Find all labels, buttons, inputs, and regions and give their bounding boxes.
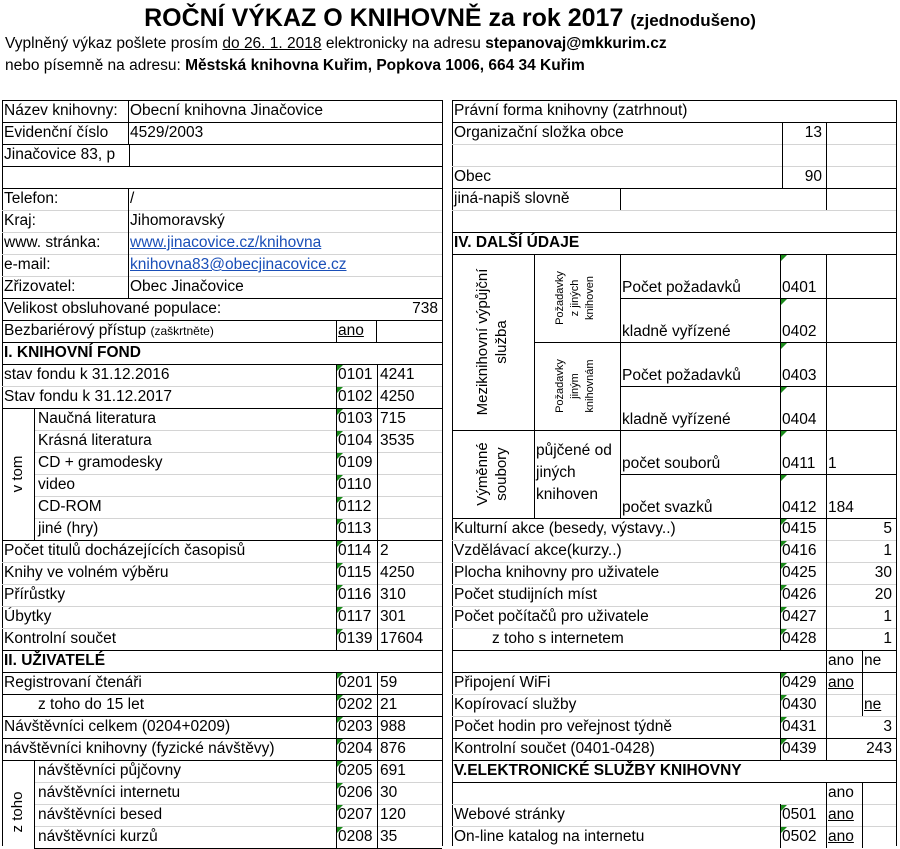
row-value[interactable]: 310 xyxy=(380,586,406,603)
grid-line xyxy=(826,738,827,760)
title-main: ROČNÍ VÝKAZ O KNIHOVNĚ za rok 2017 xyxy=(144,4,624,32)
copy-services-label: Kopírovací služby xyxy=(454,696,577,713)
misc-row-value[interactable]: 20 xyxy=(874,586,892,603)
mvs-row-code: 0401 xyxy=(782,279,817,296)
grid-line xyxy=(377,716,378,738)
online-catalog-code: 0502 xyxy=(782,828,817,845)
barrier-free-value[interactable]: ano xyxy=(338,322,364,339)
mvs-row-label: Počet požadavků xyxy=(622,367,741,384)
grid-line xyxy=(377,364,378,386)
request-label-line: Požadavky xyxy=(554,271,566,325)
row-code: 0205 xyxy=(338,762,373,779)
comment-marker-icon xyxy=(337,585,343,591)
requests-to-label xyxy=(553,344,601,428)
comment-marker-icon xyxy=(781,673,787,679)
request-label-line: knihovnám xyxy=(584,359,596,413)
grid-line xyxy=(826,782,827,804)
municipality-label: Obec xyxy=(454,168,492,185)
row-label: z toho do 15 let xyxy=(38,696,144,713)
row-code: 0114 xyxy=(338,542,372,559)
row-label: Stav fondu k 31.12.2017 xyxy=(4,388,173,405)
exchange-sets-label xyxy=(473,432,513,516)
grid-line xyxy=(862,694,863,716)
mvs-row-code: 0404 xyxy=(782,411,817,428)
comment-marker-icon xyxy=(337,541,343,547)
grid-line xyxy=(376,320,377,342)
comment-marker-icon xyxy=(337,519,343,525)
mvs-row-label: kladně vyřízené xyxy=(622,323,731,340)
row-code: 0116 xyxy=(338,586,372,603)
grid-line xyxy=(534,342,620,343)
phone-label: Telefon: xyxy=(4,190,59,207)
row-code: 0207 xyxy=(338,806,373,823)
web-pages-label: Webové stránky xyxy=(454,806,565,823)
interlibrary-loan-label xyxy=(473,257,513,427)
misc-row-value[interactable]: 5 xyxy=(883,520,892,537)
phone-value[interactable]: / xyxy=(130,190,135,207)
grid-line xyxy=(377,496,378,518)
section-iv-heading: IV. DALŠÍ ÚDAJE xyxy=(454,234,580,251)
comment-marker-icon xyxy=(781,629,787,635)
row-code: 0115 xyxy=(338,564,372,581)
org-unit-label: Organizační složka obce xyxy=(454,124,624,141)
comment-marker-icon xyxy=(337,717,343,723)
barrier-free-text: Bezbariérový přístup xyxy=(4,322,147,339)
online-catalog-label: On-line katalog na internetu xyxy=(454,828,645,845)
copy-services-code: 0430 xyxy=(782,696,817,713)
e-services-ano-header: ano xyxy=(828,784,854,801)
grid-line xyxy=(128,210,129,232)
request-label-line: Požadavky xyxy=(554,359,566,413)
grid-line xyxy=(2,166,442,167)
website-label: www. stránka: xyxy=(4,234,101,251)
grid-line xyxy=(534,254,535,430)
grid-line xyxy=(452,210,896,211)
mvs-row-value[interactable] xyxy=(826,254,896,298)
grid-line xyxy=(377,606,378,628)
comment-marker-icon xyxy=(781,827,787,833)
row-value[interactable]: 21 xyxy=(380,696,398,713)
comment-marker-icon xyxy=(337,497,343,503)
grid-line xyxy=(826,716,827,738)
comment-marker-icon xyxy=(781,805,787,811)
grid-line xyxy=(34,408,35,540)
row-label: Počet titulů docházejících časopisů xyxy=(4,542,246,559)
grid-line xyxy=(442,100,443,846)
row-code: 0208 xyxy=(338,828,373,845)
exchange-row-code: 0411 xyxy=(782,455,816,472)
barrier-free-note: (zaškrtněte) xyxy=(150,324,214,338)
grid-line xyxy=(826,826,827,848)
misc-row-code: 0427 xyxy=(782,608,817,625)
row-label: CD + gramodesky xyxy=(38,454,163,471)
exchange-row-code: 0412 xyxy=(782,499,817,516)
population-value[interactable]: 738 xyxy=(412,300,438,317)
row-label: video xyxy=(38,476,76,493)
row-code: 0113 xyxy=(338,520,372,537)
row-code: 0139 xyxy=(338,630,373,647)
comment-marker-icon xyxy=(337,739,343,745)
row-value[interactable]: 17604 xyxy=(380,630,424,647)
grid-line xyxy=(377,452,378,474)
exchange-label-line: Výměnné xyxy=(474,442,491,506)
row-label: jiné (hry) xyxy=(38,520,99,537)
line1-mid: elektronicky na adresu xyxy=(321,35,486,52)
row-value[interactable]: 988 xyxy=(380,718,406,735)
grid-line xyxy=(2,122,442,123)
row-label: Kontrolní součet xyxy=(4,630,117,647)
comment-marker-icon xyxy=(337,431,343,437)
grid-line xyxy=(862,826,863,848)
comment-marker-icon xyxy=(337,453,343,459)
founder-value[interactable]: Obec Jinačovice xyxy=(130,278,244,295)
grid-line xyxy=(862,782,863,804)
row-value[interactable]: 4250 xyxy=(380,388,415,405)
row-value[interactable]: 35 xyxy=(380,828,398,845)
comment-marker-icon xyxy=(781,255,787,261)
comment-marker-icon xyxy=(337,409,343,415)
row-value[interactable]: 2 xyxy=(380,542,389,559)
grid-line xyxy=(826,628,827,650)
grid-line xyxy=(826,122,827,144)
grid-line xyxy=(377,584,378,606)
grid-line xyxy=(862,672,863,694)
misc-row-code: 0426 xyxy=(782,586,817,603)
mvs-label-line1: Meziknihovní výpůjční xyxy=(474,268,491,416)
opening-hours-value[interactable]: 3 xyxy=(883,718,892,735)
row-code: 0112 xyxy=(338,498,372,515)
misc-row-code: 0425 xyxy=(782,564,817,581)
web-pages-ano-checkbox[interactable]: ano xyxy=(828,806,854,823)
grid-line xyxy=(377,518,378,540)
email-label: e-mail: xyxy=(4,256,51,273)
misc-row-value[interactable]: 1 xyxy=(883,608,892,625)
comment-marker-icon xyxy=(781,695,787,701)
row-label: návštěvníci kurzů xyxy=(38,828,158,845)
section-v-heading: V.ELEKTRONICKÉ SLUŽBY KNIHOVNY xyxy=(454,762,742,779)
grid-line xyxy=(826,254,827,430)
grid-line xyxy=(377,408,378,430)
grid-line xyxy=(782,166,783,188)
row-label: CD-ROM xyxy=(38,498,102,515)
grid-line xyxy=(826,144,827,166)
grid-line xyxy=(826,562,827,584)
row-value[interactable]: 301 xyxy=(380,608,406,625)
z-toho-label: z toho xyxy=(9,791,26,833)
title-note: (zjednodušeno) xyxy=(630,11,756,30)
misc-row-code: 0428 xyxy=(782,630,817,647)
opening-hours-code: 0431 xyxy=(782,718,817,735)
misc-row-value[interactable]: 30 xyxy=(874,564,892,581)
misc-row-code: 0415 xyxy=(782,520,817,537)
barrier-free-label xyxy=(2,320,336,342)
row-value[interactable]: 3535 xyxy=(380,432,415,449)
checksum-code: 0439 xyxy=(782,740,817,757)
exchange-row-value[interactable]: 184 xyxy=(828,499,854,516)
grid-line xyxy=(620,254,621,430)
fund-heading: I. KNIHOVNÍ FOND xyxy=(4,344,141,361)
grid-line xyxy=(377,694,378,716)
other-form-input[interactable] xyxy=(621,188,826,210)
library-name-value[interactable]: Obecní knihovna Jinačovice xyxy=(130,102,324,119)
population-label: Velikost obsluhované populace: xyxy=(4,300,222,317)
web-pages-code: 0501 xyxy=(782,806,817,823)
registration-number-value[interactable]: 4529/2003 xyxy=(130,124,204,141)
row-label: návštěvníci knihovny (fyzické návštěvy) xyxy=(4,740,275,757)
comment-marker-icon xyxy=(781,431,787,437)
row-label: Úbytky xyxy=(4,608,52,625)
row-value[interactable] xyxy=(378,496,442,518)
row-value[interactable]: 120 xyxy=(380,806,406,823)
v-tom-label: v tom xyxy=(9,455,26,493)
row-code: 0103 xyxy=(338,410,373,427)
email-link[interactable]: knihovna83@obecjinacovice.cz xyxy=(130,256,347,273)
comment-marker-icon xyxy=(337,607,343,613)
mvs-row-value[interactable] xyxy=(826,342,896,386)
online-catalog-ano-checkbox[interactable]: ano xyxy=(828,828,854,845)
website-link[interactable]: www.jinacovice.cz/knihovna xyxy=(130,234,322,251)
grid-line xyxy=(128,100,129,122)
row-label: stav fondu k 31.12.2016 xyxy=(4,366,170,383)
comment-marker-icon xyxy=(337,365,343,371)
comment-marker-icon xyxy=(337,695,343,701)
grid-line xyxy=(2,100,442,101)
row-code: 0104 xyxy=(338,432,373,449)
grid-line xyxy=(128,254,129,276)
grid-line xyxy=(377,474,378,496)
checksum-value[interactable]: 243 xyxy=(866,740,892,757)
comment-marker-icon xyxy=(337,805,343,811)
grid-line xyxy=(826,804,827,826)
grid-line xyxy=(780,254,781,430)
grid-line xyxy=(128,188,129,210)
comment-marker-icon xyxy=(781,607,787,613)
row-code: 0202 xyxy=(338,696,373,713)
row-value[interactable] xyxy=(378,474,442,496)
postal-address: Městská knihovna Kuřim, Popkova 1006, 664 34 Kuřim xyxy=(185,57,585,74)
requests-from-label xyxy=(553,256,601,340)
row-value[interactable]: 4241 xyxy=(380,366,415,383)
founder-label: Zřizovatel: xyxy=(4,278,76,295)
row-code: 0110 xyxy=(338,476,372,493)
grid-line xyxy=(826,188,827,210)
grid-line xyxy=(377,760,378,782)
exchange-row-label: počet svazků xyxy=(622,499,713,516)
row-label: návštěvníci půjčovny xyxy=(38,762,182,779)
row-code: 0117 xyxy=(338,608,372,625)
grid-line xyxy=(826,166,827,188)
mvs-row-value[interactable] xyxy=(826,386,896,430)
mvs-row-label: Počet požadavků xyxy=(622,279,741,296)
grid-line xyxy=(826,584,827,606)
municipality-value[interactable]: 90 xyxy=(804,168,822,185)
grid-line xyxy=(377,826,378,848)
grid-line xyxy=(826,430,827,518)
row-value[interactable]: 59 xyxy=(380,674,398,691)
other-form-label: jiná-napiš slovně xyxy=(454,190,570,207)
grid-line xyxy=(377,782,378,804)
comment-marker-icon xyxy=(337,827,343,833)
comment-marker-icon xyxy=(337,673,343,679)
row-label: Přírůstky xyxy=(4,586,66,603)
row-value[interactable] xyxy=(378,518,442,540)
exchange-label-line: soubory xyxy=(493,447,510,501)
comment-marker-icon xyxy=(781,387,787,393)
row-value[interactable]: 691 xyxy=(380,762,406,779)
grid-line xyxy=(128,276,129,298)
row-label: Návštěvníci celkem (0204+0209) xyxy=(4,718,231,735)
exchange-row-value[interactable]: 1 xyxy=(828,455,837,472)
request-label-line: knihoven xyxy=(584,275,596,321)
comment-marker-icon xyxy=(781,299,787,305)
exchange-mid-line1: půjčené od xyxy=(536,442,612,459)
region-label: Kraj: xyxy=(4,212,36,229)
grid-line xyxy=(782,144,783,166)
mvs-label-line2: služba xyxy=(493,320,510,364)
comment-marker-icon xyxy=(781,519,787,525)
grid-line xyxy=(780,430,781,518)
comment-marker-icon xyxy=(781,717,787,723)
grid-line xyxy=(826,672,827,694)
comment-marker-icon xyxy=(781,585,787,591)
grid-line xyxy=(826,606,827,628)
checksum-label: Kontrolní součet (0401-0428) xyxy=(454,740,655,757)
wifi-ano-checkbox[interactable]: ano xyxy=(828,674,854,691)
grid-line xyxy=(34,760,35,848)
exchange-row-label: počet souborů xyxy=(622,455,721,472)
grid-line xyxy=(377,738,378,760)
mvs-row-code: 0403 xyxy=(782,367,817,384)
exchange-mid-line3: knihoven xyxy=(536,486,599,503)
row-value[interactable]: 4250 xyxy=(380,564,415,581)
misc-row-label: Vzdělávací akce(kurzy..) xyxy=(454,542,622,559)
ano-ne-header-ano: ano xyxy=(828,652,854,669)
registration-number-label: Evidenční číslo xyxy=(4,124,109,141)
grid-line xyxy=(826,540,827,562)
row-label: návštěvníci besed xyxy=(38,806,163,823)
grid-line xyxy=(862,804,863,826)
line1-pre: Vyplněný výkaz pošlete prosím xyxy=(5,35,223,52)
grid-line xyxy=(452,100,896,101)
grid-line xyxy=(377,430,378,452)
deadline-date: do 26. 1. 2018 xyxy=(222,35,322,52)
grid-line xyxy=(377,540,378,562)
row-label: Naučná literatura xyxy=(38,410,157,427)
row-code: 0101 xyxy=(338,366,373,383)
comment-marker-icon xyxy=(337,563,343,569)
legal-form-label: Právní forma knihovny (zatrhnout) xyxy=(454,102,688,119)
row-label: návštěvníci internetu xyxy=(38,784,181,801)
misc-row-label: Počet počítačů pro uživatele xyxy=(454,608,649,625)
row-label: Registrovaní čtenáři xyxy=(4,674,142,691)
grid-line xyxy=(128,232,129,254)
misc-row-code: 0416 xyxy=(782,542,817,559)
grid-line xyxy=(336,320,337,342)
row-value[interactable] xyxy=(378,452,442,474)
line2-pre: nebo písemně na adresu: xyxy=(5,57,186,74)
row-label: Knihy ve volném výběru xyxy=(4,564,169,581)
exchange-mid-line2: jiných xyxy=(536,464,576,481)
grid-line xyxy=(377,628,378,650)
grid-line xyxy=(620,430,621,518)
row-code: 0109 xyxy=(338,454,373,471)
row-code: 0206 xyxy=(338,784,373,801)
misc-row-label: z toho s internetem xyxy=(492,630,624,647)
comment-marker-icon xyxy=(337,475,343,481)
misc-row-label: Počet studijních míst xyxy=(454,586,598,603)
grid-line xyxy=(377,672,378,694)
row-value[interactable]: 876 xyxy=(380,740,406,757)
row-code: 0204 xyxy=(338,740,373,757)
grid-line xyxy=(862,650,863,672)
comment-marker-icon xyxy=(781,475,787,481)
mvs-row-code: 0402 xyxy=(782,323,817,340)
request-label-line: jiným xyxy=(569,373,581,399)
row-code: 0201 xyxy=(338,674,373,691)
grid-line xyxy=(452,144,896,145)
row-value[interactable]: 30 xyxy=(380,784,398,801)
comment-marker-icon xyxy=(337,629,343,635)
grid-line xyxy=(128,122,129,144)
grid-line xyxy=(826,694,827,716)
wifi-label: Připojení WiFi xyxy=(454,674,551,691)
row-label: Krásná literatura xyxy=(38,432,152,449)
grid-line xyxy=(826,518,827,540)
misc-row-label: Kulturní akce (besedy, výstavy..) xyxy=(454,520,676,537)
comment-marker-icon xyxy=(781,343,787,349)
grid-line xyxy=(782,122,783,144)
org-unit-value[interactable]: 13 xyxy=(804,124,822,141)
row-code: 0102 xyxy=(338,388,373,405)
grid-line xyxy=(377,386,378,408)
copy-services-ne-checkbox[interactable]: ne xyxy=(864,696,882,713)
grid-line xyxy=(620,474,896,475)
grid-line xyxy=(377,562,378,584)
row-value[interactable]: 715 xyxy=(380,410,406,427)
mvs-row-label: kladně vyřízené xyxy=(622,411,731,428)
region-value[interactable]: Jihomoravský xyxy=(130,212,225,229)
comment-marker-icon xyxy=(781,739,787,745)
grid-line xyxy=(896,100,897,846)
grid-line xyxy=(826,650,827,672)
comment-marker-icon xyxy=(781,563,787,569)
opening-hours-label: Počet hodin pro veřejnost týdně xyxy=(454,718,672,735)
ano-ne-header-ne: ne xyxy=(864,652,882,669)
misc-row-value[interactable]: 1 xyxy=(883,630,892,647)
row-code: 0203 xyxy=(338,718,373,735)
comment-marker-icon xyxy=(337,387,343,393)
request-label-line: z jiných xyxy=(569,279,581,317)
users-heading: II. UŽIVATELÉ xyxy=(4,652,106,669)
submit-email: stepanovaj@mkkurim.cz xyxy=(485,35,667,52)
library-name-label: Název knihovny: xyxy=(4,102,118,119)
mvs-row-value[interactable] xyxy=(826,298,896,342)
comment-marker-icon xyxy=(337,761,343,767)
comment-marker-icon xyxy=(337,783,343,789)
misc-row-value[interactable]: 1 xyxy=(883,542,892,559)
library-address-value[interactable]: Jinačovice 83, p xyxy=(4,146,116,163)
comment-marker-icon xyxy=(781,541,787,547)
grid-line xyxy=(129,144,130,166)
misc-row-label: Plocha knihovny pro uživatele xyxy=(454,564,660,581)
wifi-code: 0429 xyxy=(782,674,817,691)
grid-line xyxy=(377,804,378,826)
